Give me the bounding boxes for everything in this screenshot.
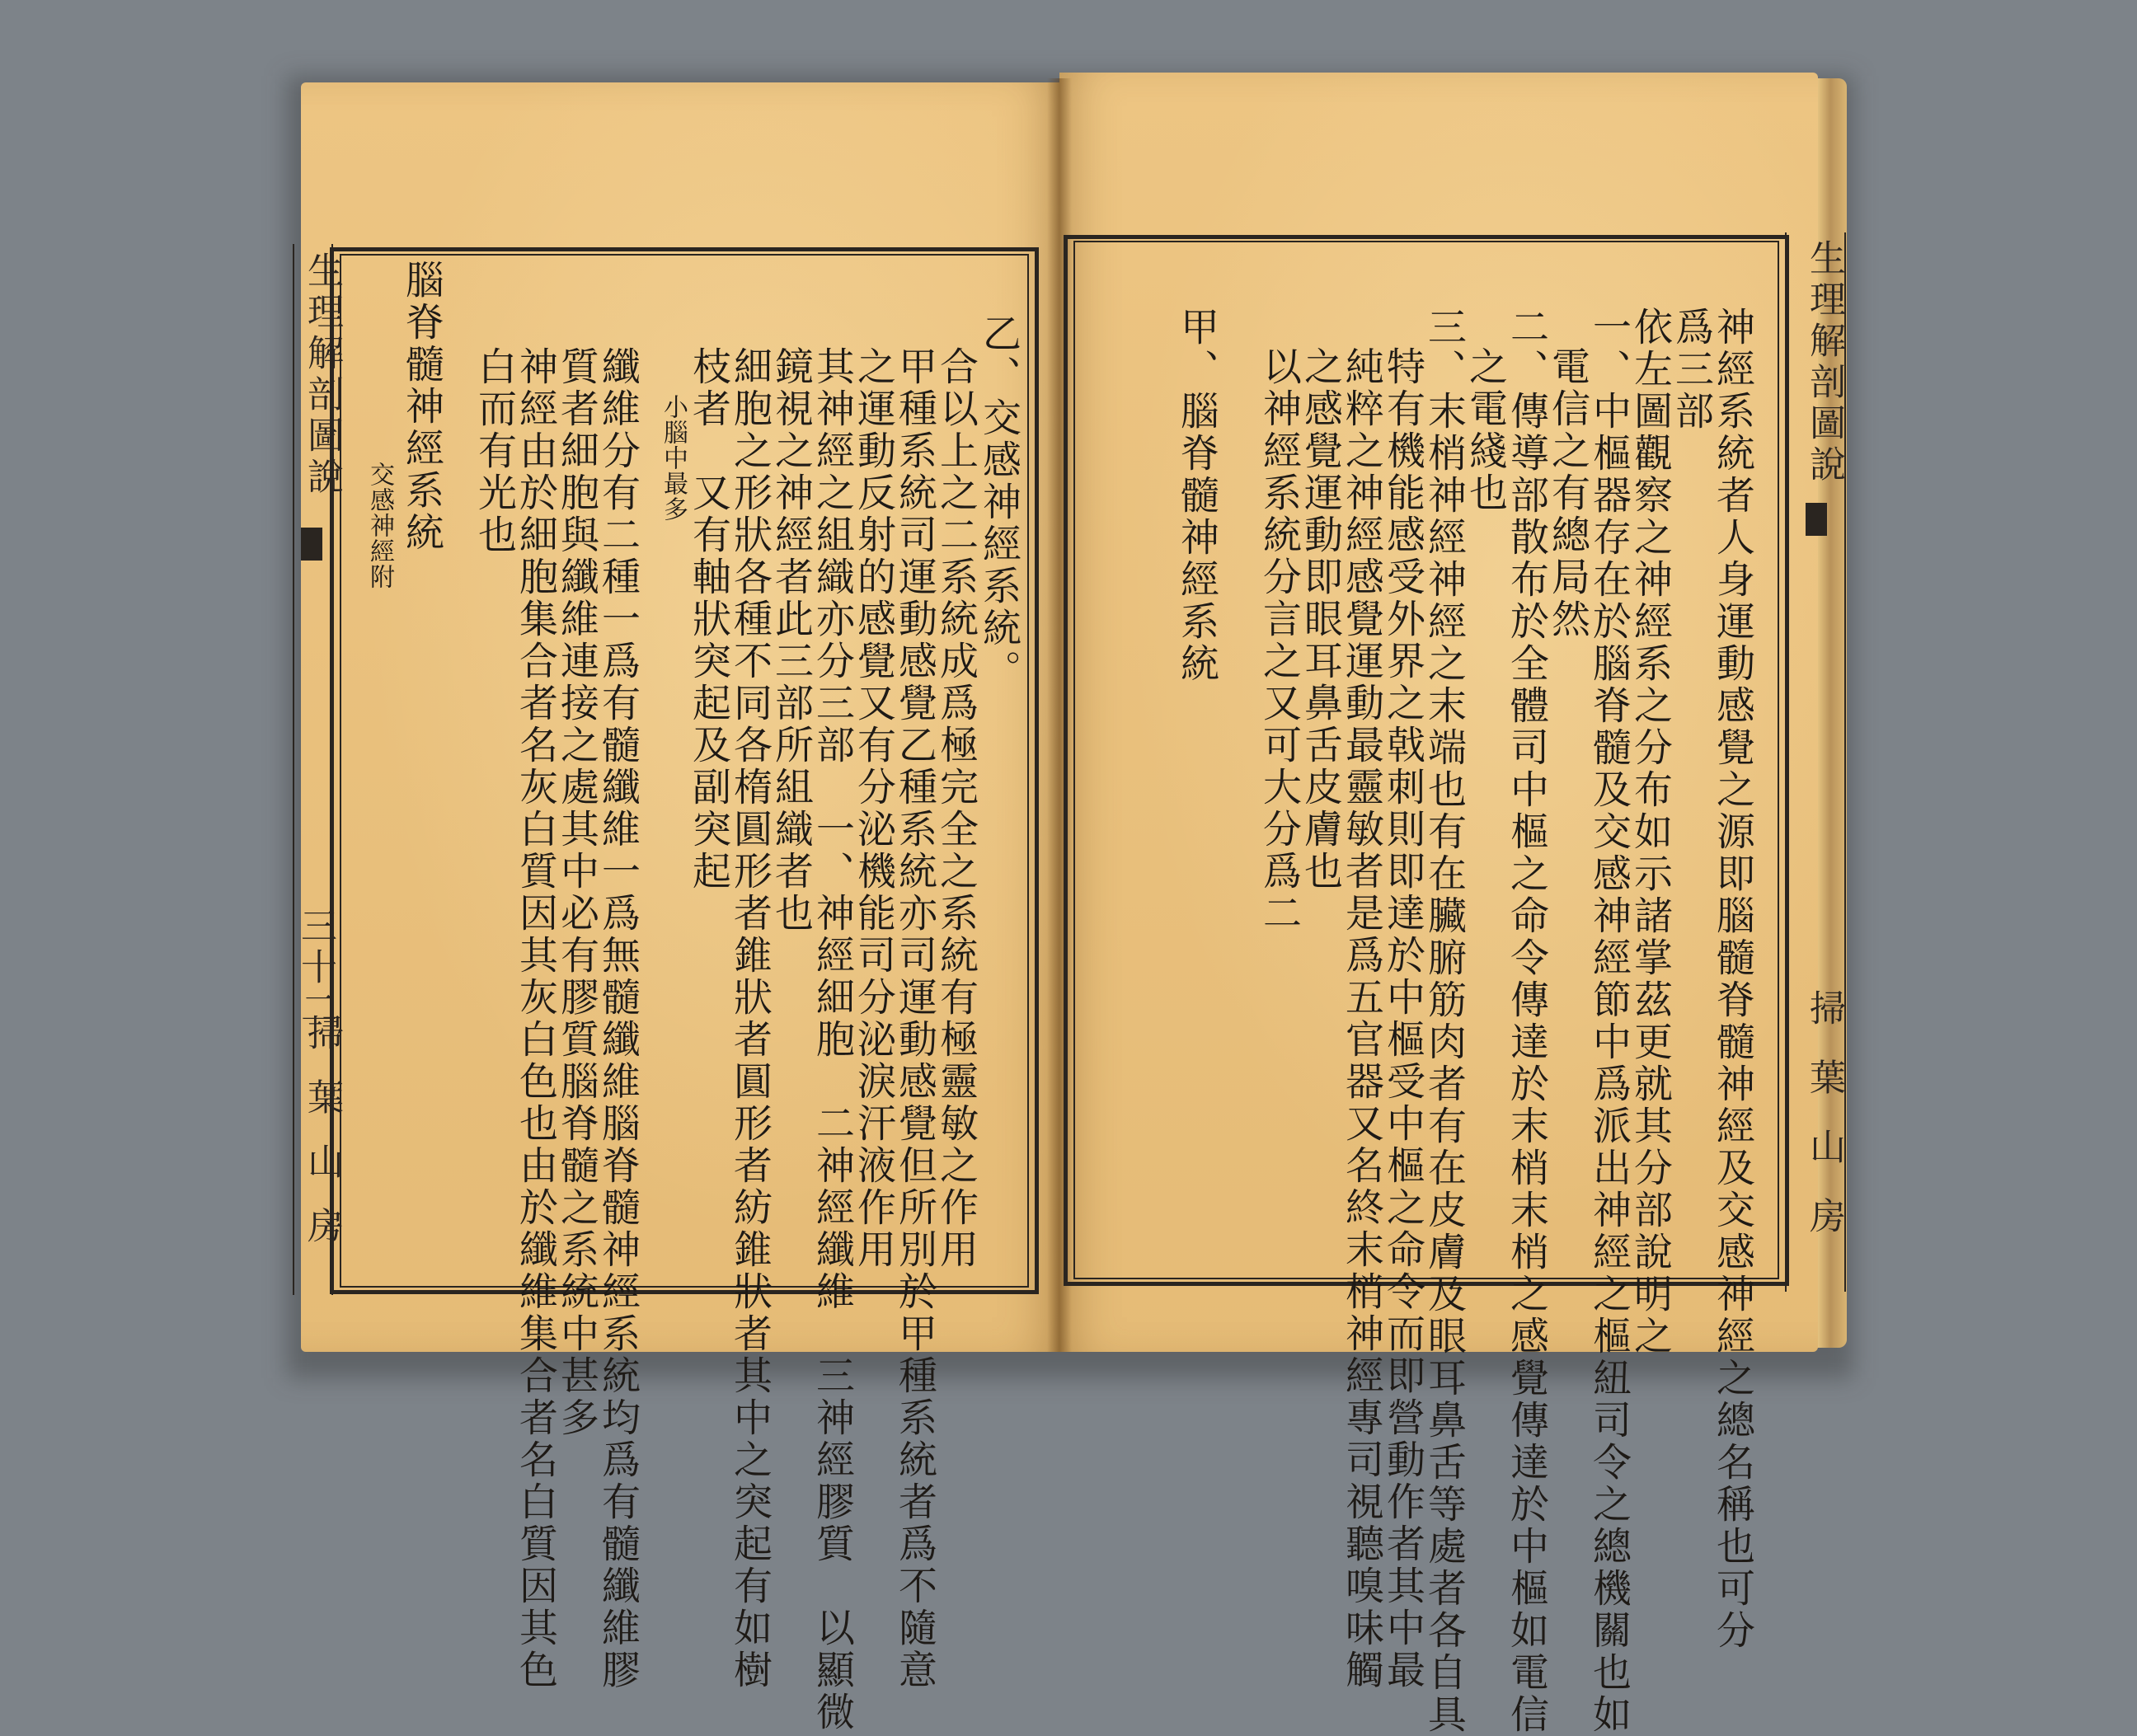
left-column-6: 鏡視之神經者此三部所組織者也: [768, 346, 814, 935]
right-margin-title: 生理解剖圖說: [1803, 239, 1845, 486]
left-margin-page-number: 三十二: [294, 907, 336, 1030]
right-margin-publisher: 掃葉山房: [1803, 989, 1845, 1266]
left-column-9: 纖維分有二種一爲有髓纖維一爲無髓纖維腦脊髓神經系統均爲有髓纖維膠: [595, 346, 641, 1691]
right-column-1: 神經系統者人身運動感覺之源即腦髓脊髓神經及交感神經之總名稱也可分: [1710, 307, 1755, 1652]
left-column-3: 甲種系統司運動感覺乙種系統亦司運動感覺但所別於甲種系統者爲不隨意: [892, 346, 937, 1691]
right-column-9: 特有機能感受外界之戟刺則即達於中樞受中樞之命令而即營動作者其中最: [1380, 346, 1425, 1691]
right-column-7: 之電綫也: [1463, 346, 1508, 514]
fish-tail-mark-right: [1806, 503, 1827, 536]
right-column-12: 以神經系統分言之又可大分爲二: [1256, 346, 1302, 935]
left-column-12: 白而有光也: [472, 346, 517, 556]
left-column-13: 腦脊髓神經系統: [399, 260, 444, 554]
fish-tail-mark-left: [301, 528, 322, 561]
left-column-2: 合以上之二系統成爲極完全之系統有極靈敏之作用: [933, 346, 979, 1271]
left-column-10: 質者細胞與纖維連接之處其中必有膠質腦脊髓之系統中甚多: [554, 346, 599, 1439]
right-column-13: 甲、腦脊髓神經系統: [1174, 307, 1219, 685]
left-column-5: 其神經之組織亦分三部 一、神經細胞 二神經纖維 三神經膠質 以顯微: [810, 346, 855, 1734]
left-column-7: 細胞之形狀各種不同各楕圓形者錐狀者圓形者紡錐狀者其中之突起有如樹: [727, 346, 773, 1691]
right-column-3: 依左圖觀察之神經系之分布如示諸掌茲更就其分部說明之: [1627, 307, 1673, 1358]
left-column-8: 枝者 又有軸狀突起及副突起: [686, 346, 731, 893]
right-column-10: 純粹之神經感覺運動最靈敏者是爲五官器又名終末梢神經專司視聽嗅味觸: [1339, 346, 1384, 1691]
right-column-4: 一、中樞器存在於腦脊髓及交感神經節中爲派出神經之樞紐司令之總機關也如: [1586, 307, 1632, 1736]
right-column-11: 之感覺運動即眼耳鼻舌皮膚也: [1298, 346, 1343, 893]
right-column-6: 二、傳導部散布於全體司中樞之命令傳達於末梢末梢之感覺傳達於中樞如電信: [1504, 307, 1549, 1736]
right-column-8: 三、末梢神經神經之末端也有在臟腑筋肉者有在皮膚及眼耳鼻舌等處者各自具: [1421, 307, 1467, 1736]
right-column-5: 電信之有總局然: [1545, 346, 1590, 640]
left-margin-title: 生理解剖圖說: [301, 251, 343, 499]
left-column-11: 神經由於細胞集合者名灰白質因其灰白色也由於纖維集合者名白質因其色: [513, 346, 558, 1691]
right-column-2: 爲三部: [1669, 307, 1714, 433]
left-margin-publisher: 掃葉山房: [301, 1014, 343, 1271]
left-small-note-2: 交感神經附: [365, 462, 394, 589]
left-column-4: 之運動反射的感覺又有分泌機能司分泌淚汗液作用: [851, 346, 896, 1271]
left-small-note-1: 小腦中最多: [659, 394, 688, 522]
left-column-1: 乙、交感神經系統。: [976, 313, 1022, 692]
